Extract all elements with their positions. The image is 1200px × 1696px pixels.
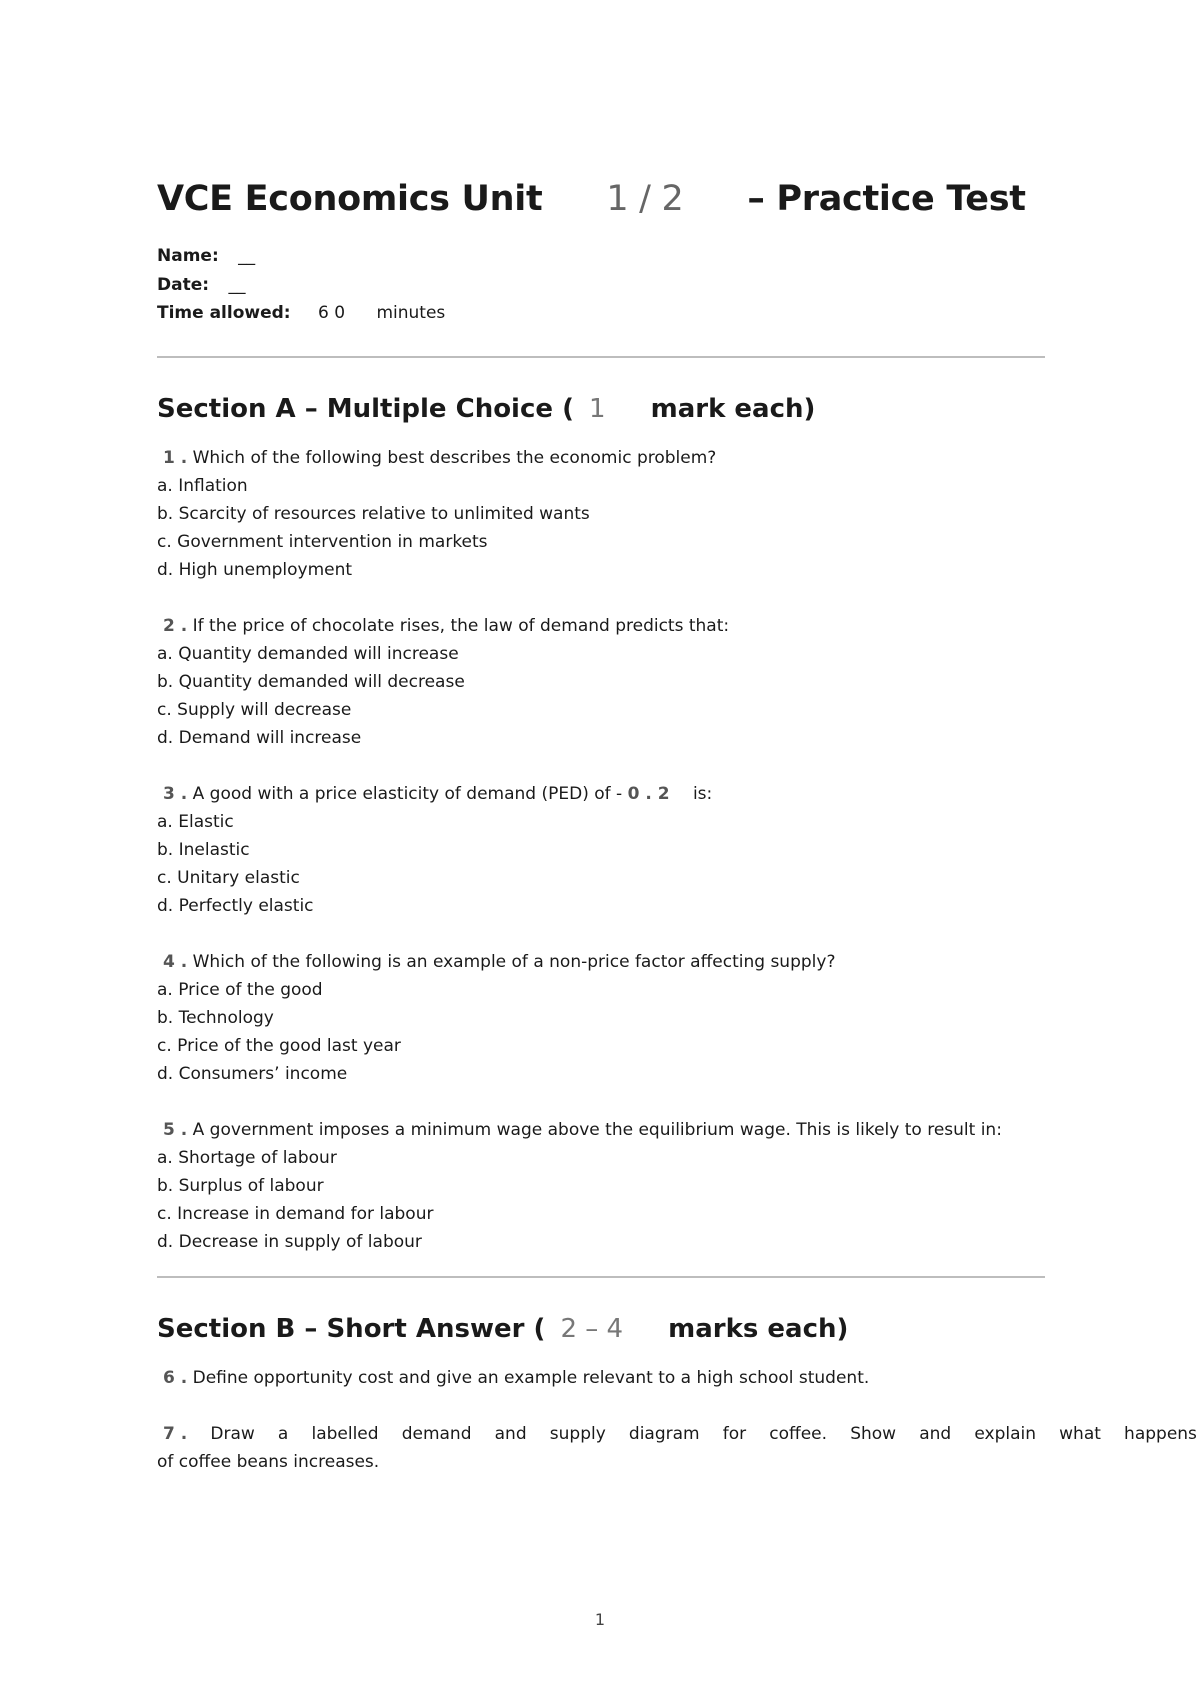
divider bbox=[157, 356, 1045, 358]
question-2 bbox=[157, 612, 1057, 752]
question-number: 2 . bbox=[163, 615, 188, 636]
date-row bbox=[157, 271, 1057, 300]
date-field[interactable]: __ bbox=[228, 274, 246, 295]
option-b[interactable]: b. Surplus of labour bbox=[157, 1175, 324, 1196]
question-text: If the price of chocolate rises, the law of demand predicts that: bbox=[192, 615, 730, 636]
q7-word: a bbox=[277, 1423, 289, 1444]
q7-word: explain bbox=[974, 1423, 1036, 1444]
question-text: A government imposes a minimum wage above the equilibrium wage. This is likely to result in: bbox=[192, 1119, 1002, 1140]
option-c[interactable]: c. Price of the good last year bbox=[157, 1035, 401, 1056]
q7-word: happens bbox=[1124, 1423, 1197, 1444]
q7-word: supply bbox=[549, 1423, 606, 1444]
section-a-title bbox=[157, 384, 1057, 434]
time-row bbox=[157, 299, 1057, 328]
option-a[interactable]: a. Price of the good bbox=[157, 979, 323, 1000]
section-a-title-prefix: Section A – Multiple Choice ( bbox=[157, 393, 574, 424]
question-6 bbox=[157, 1364, 1057, 1392]
question-number: 1 . bbox=[163, 447, 188, 468]
section-b-title-suffix: marks each) bbox=[668, 1313, 849, 1344]
title-suffix: – Practice Test bbox=[747, 179, 1026, 219]
question-text: Which of the following best describes the economic problem? bbox=[192, 447, 717, 468]
time-unit: minutes bbox=[376, 303, 446, 323]
test-meta bbox=[157, 242, 1057, 328]
q7-word: for bbox=[722, 1423, 747, 1444]
question-text-continued: of coffee beans increases. bbox=[157, 1451, 380, 1472]
option-c[interactable]: c. Unitary elastic bbox=[157, 867, 300, 888]
question-text: Define opportunity cost and give an example relevant to a high school student. bbox=[192, 1367, 870, 1388]
option-a[interactable]: a. Elastic bbox=[157, 811, 234, 832]
time-value: 6 0 bbox=[318, 303, 346, 323]
option-a[interactable]: a. Shortage of labour bbox=[157, 1147, 337, 1168]
question-number: 5 . bbox=[163, 1119, 188, 1140]
option-a[interactable]: a. Inflation bbox=[157, 475, 248, 496]
q7-word: and bbox=[919, 1423, 952, 1444]
question-number: 7 . bbox=[163, 1423, 188, 1444]
q7-word: labelled bbox=[311, 1423, 379, 1444]
q7-word: and bbox=[494, 1423, 527, 1444]
option-c[interactable]: c. Supply will decrease bbox=[157, 699, 352, 720]
date-label: Date: bbox=[157, 274, 210, 295]
question-text: Which of the following is an example of a non-price factor affecting supply? bbox=[192, 951, 836, 972]
section-b-title bbox=[157, 1304, 1057, 1354]
section-a-marks: 1 bbox=[589, 393, 606, 424]
name-row bbox=[157, 242, 1057, 271]
divider bbox=[157, 1276, 1045, 1278]
option-c[interactable]: c. Increase in demand for labour bbox=[157, 1203, 434, 1224]
q7-word: Draw bbox=[210, 1423, 255, 1444]
q7-word: demand bbox=[401, 1423, 472, 1444]
option-d[interactable]: d. Demand will increase bbox=[157, 727, 362, 748]
section-b-title-prefix: Section B – Short Answer ( bbox=[157, 1313, 546, 1344]
question-number: 4 . bbox=[163, 951, 188, 972]
page-title bbox=[157, 170, 1057, 228]
ped-value: 0 . 2 bbox=[627, 783, 670, 804]
document-page bbox=[157, 170, 1197, 1476]
question-text: A good with a price elasticity of demand (PED) of - bbox=[192, 783, 623, 804]
question-text-end: is: bbox=[692, 783, 713, 804]
title-unit-number: 1 / 2 bbox=[606, 179, 684, 219]
option-d[interactable]: d. Consumers’ income bbox=[157, 1063, 348, 1084]
option-d[interactable]: d. High unemployment bbox=[157, 559, 353, 580]
option-b[interactable]: b. Inelastic bbox=[157, 839, 250, 860]
question-7 bbox=[157, 1420, 1197, 1476]
name-field[interactable]: __ bbox=[238, 246, 256, 266]
title-prefix: VCE Economics Unit bbox=[157, 179, 543, 219]
option-b[interactable]: b. Scarcity of resources relative to unlimited wants bbox=[157, 503, 590, 524]
time-label: Time allowed: bbox=[157, 303, 291, 323]
option-b[interactable]: b. Quantity demanded will decrease bbox=[157, 671, 465, 692]
option-d[interactable]: d. Perfectly elastic bbox=[157, 895, 314, 916]
q7-word: what bbox=[1059, 1423, 1101, 1444]
option-a[interactable]: a. Quantity demanded will increase bbox=[157, 643, 459, 664]
question-3 bbox=[157, 780, 1057, 920]
question-4 bbox=[157, 948, 1057, 1088]
q7-word: coffee. bbox=[769, 1423, 828, 1444]
q7-word: diagram bbox=[628, 1423, 700, 1444]
question-number: 3 . bbox=[163, 783, 188, 804]
question-number: 6 . bbox=[163, 1367, 188, 1388]
option-b[interactable]: b. Technology bbox=[157, 1007, 274, 1028]
option-d[interactable]: d. Decrease in supply of labour bbox=[157, 1231, 422, 1252]
option-c[interactable]: c. Government intervention in markets bbox=[157, 531, 488, 552]
name-label: Name: bbox=[157, 246, 219, 266]
question-1 bbox=[157, 444, 1057, 584]
question-5 bbox=[157, 1116, 1057, 1256]
q7-word: Show bbox=[850, 1423, 897, 1444]
section-a-title-suffix: mark each) bbox=[650, 393, 816, 424]
section-b-marks: 2 – 4 bbox=[560, 1313, 624, 1344]
page-number: 1 bbox=[594, 1610, 606, 1629]
